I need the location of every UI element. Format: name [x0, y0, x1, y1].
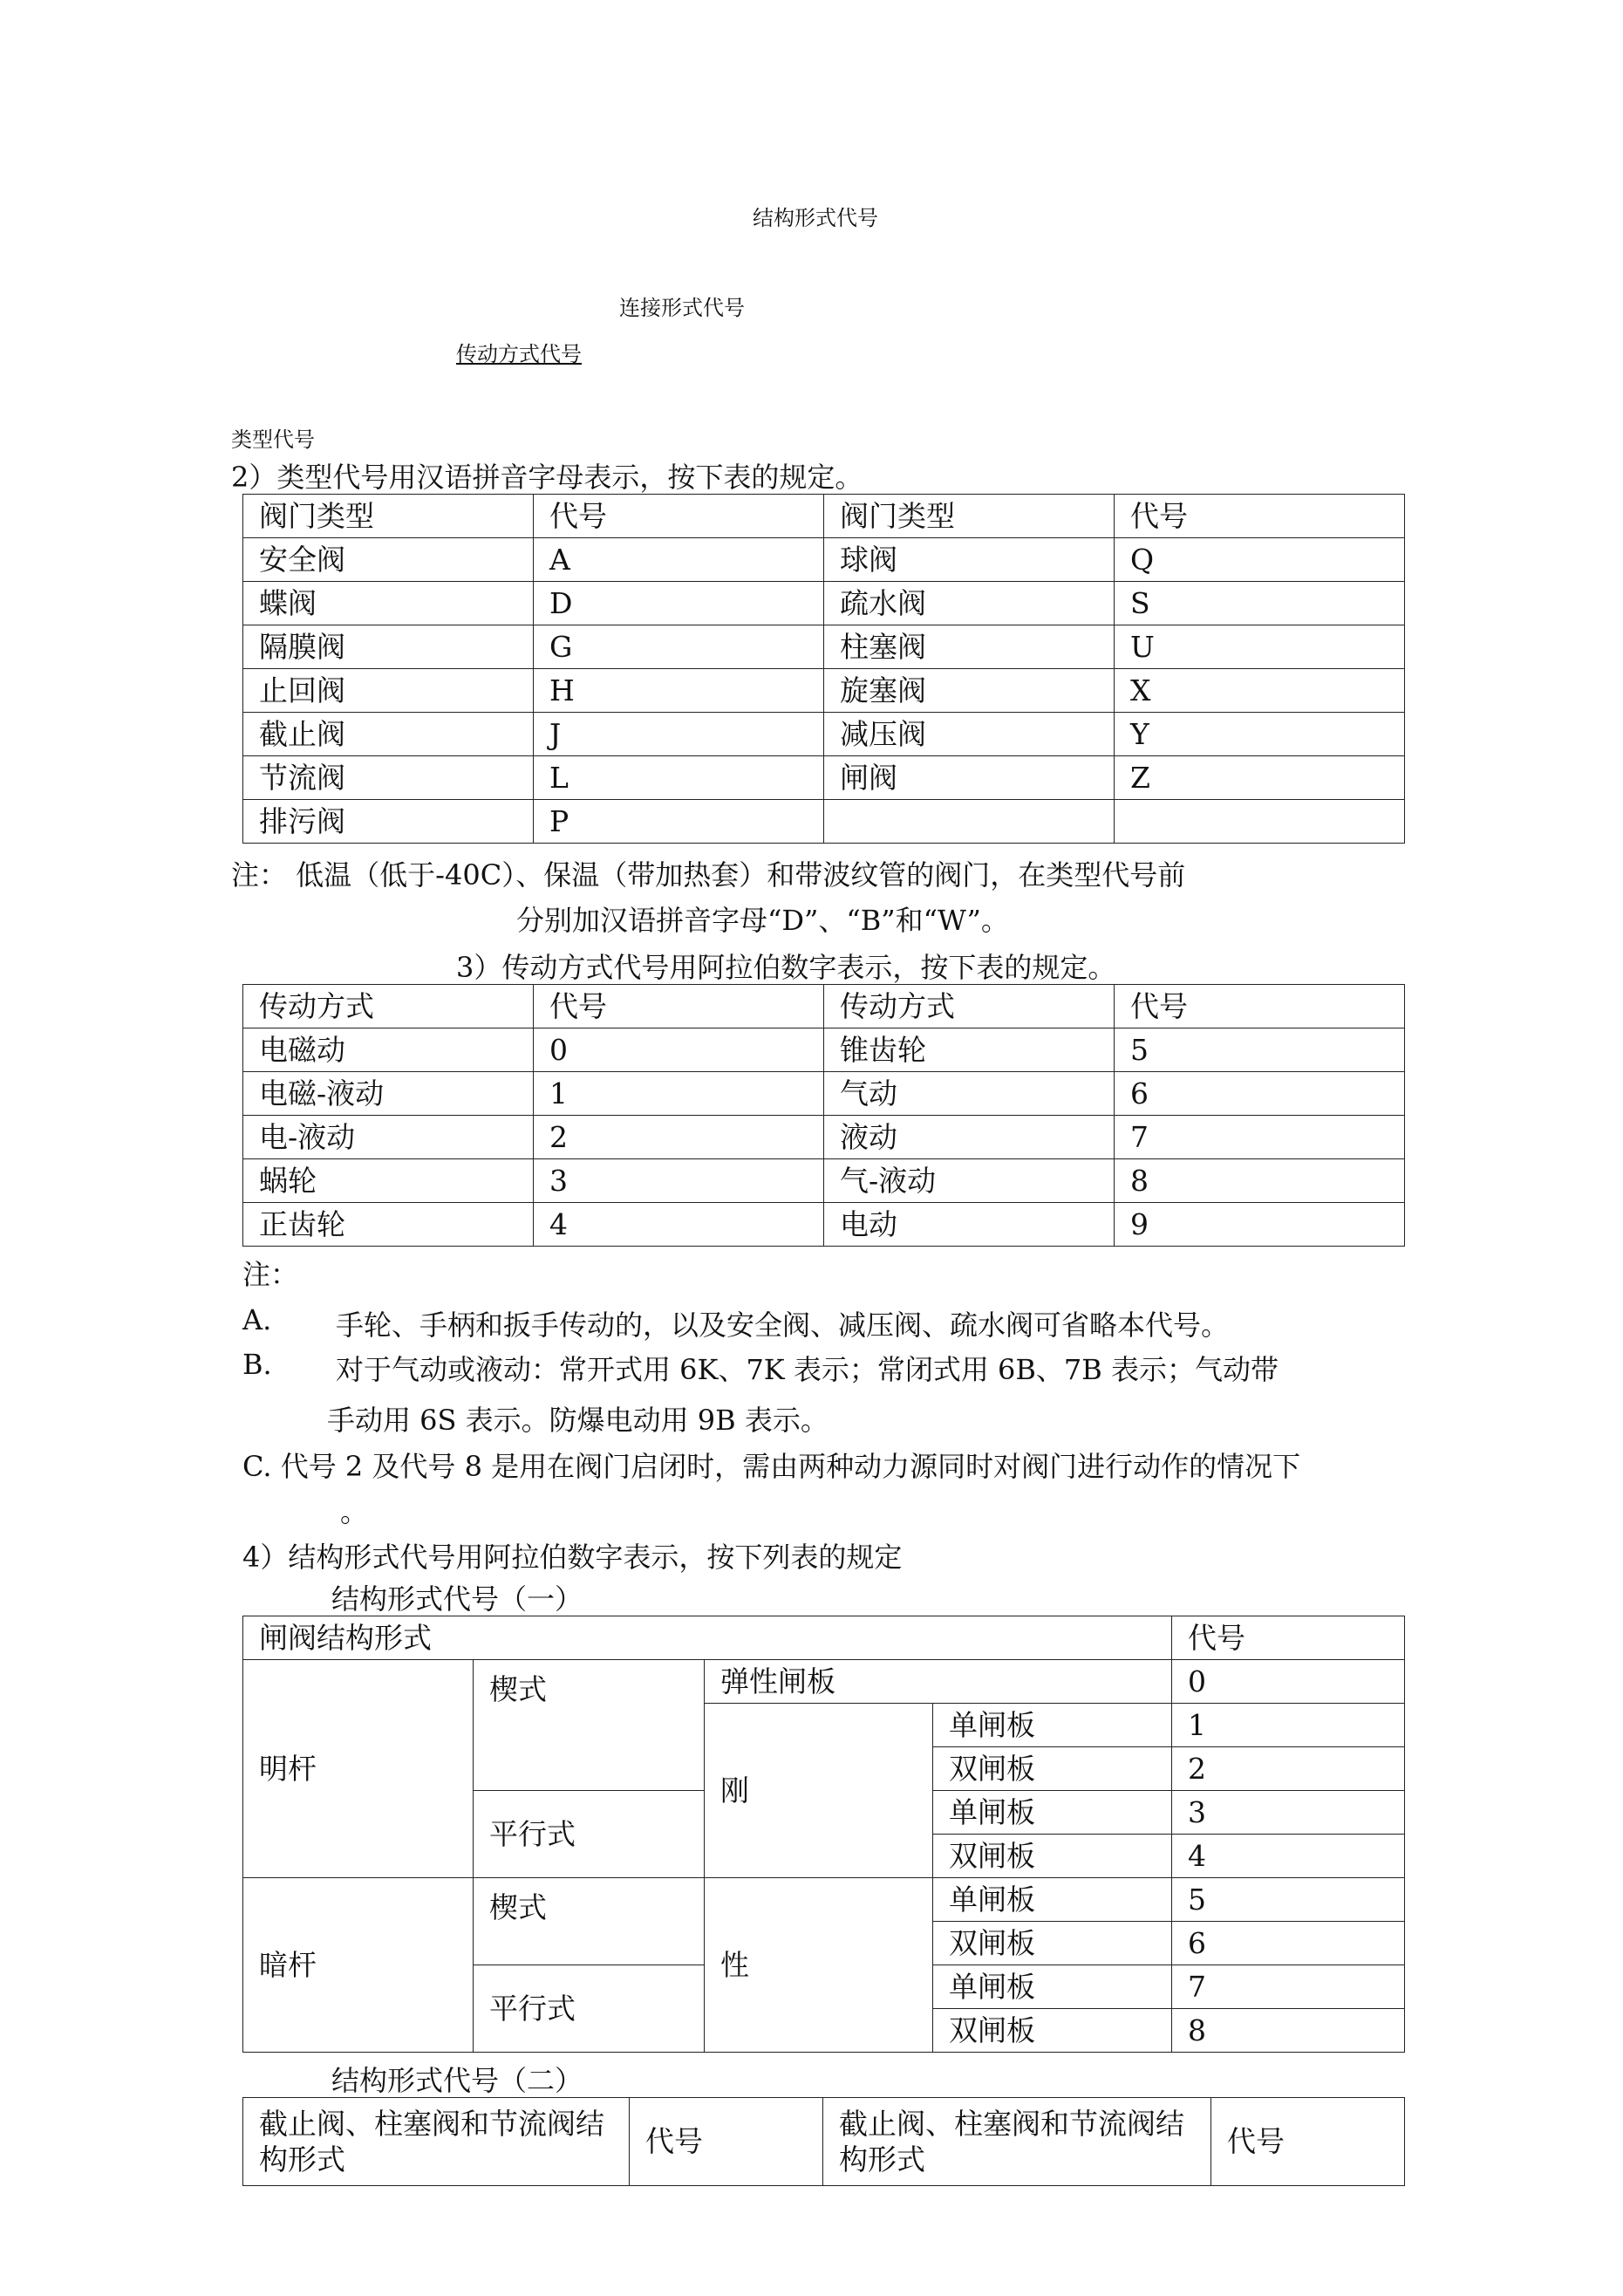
table-cell: 闸阀 [824, 756, 1115, 800]
table-row [243, 1203, 1405, 1247]
table-cell: 6 [1172, 1922, 1405, 1965]
table-cell: 5 [1172, 1878, 1405, 1922]
table-cell: 3 [1172, 1791, 1405, 1835]
table-cell: L [534, 756, 824, 800]
table-cell: 节流阀 [243, 756, 534, 800]
table-cell: 1 [1172, 1704, 1405, 1747]
table-cell: 暗杆 [243, 1878, 474, 2053]
table-row [243, 1660, 1405, 1704]
table-cell: 平行式 [474, 1791, 705, 1878]
header-cell: 截止阀、柱塞阀和节流阀结构形式 [823, 2098, 1211, 2186]
table-cell: 电磁-液动 [243, 1072, 534, 1116]
table-cell: 气-液动 [824, 1159, 1115, 1203]
table-cell: 电动 [824, 1203, 1115, 1247]
table-cell: P [534, 800, 824, 844]
header-cell: 传动方式 [824, 985, 1115, 1028]
table-cell: 蝶阀 [243, 582, 534, 625]
table-cell: 6 [1115, 1072, 1405, 1116]
header-cell: 截止阀、柱塞阀和节流阀结构形式 [243, 2098, 630, 2186]
table-cell: 液动 [824, 1116, 1115, 1159]
label-drive-code: 传动方式代号 [456, 342, 582, 366]
table-cell: 止回阀 [243, 669, 534, 713]
table-cell: 明杆 [243, 1660, 474, 1878]
table-row [243, 756, 1405, 800]
table-header-row [243, 495, 1405, 538]
table-header-row [243, 1616, 1405, 1660]
header-cell: 代号 [534, 985, 824, 1028]
header-cell: 代号 [1115, 985, 1405, 1028]
table-cell: 单闸板 [933, 1704, 1172, 1747]
table-cell: 双闸板 [933, 1747, 1172, 1791]
table-cell: 锥齿轮 [824, 1028, 1115, 1072]
table-row [243, 713, 1405, 756]
section3-title: 3）传动方式代号用阿拉伯数字表示，按下表的规定。 [456, 951, 1116, 984]
table-cell: 4 [1172, 1835, 1405, 1878]
table1-caption: 结构形式代号（一） [331, 1582, 583, 1616]
header-cell: 代号 [1115, 495, 1405, 538]
table-cell: Y [1115, 713, 1405, 756]
table-cell: 2 [1172, 1747, 1405, 1791]
table-cell: 减压阀 [824, 713, 1115, 756]
table-cell: 隔膜阀 [243, 625, 534, 669]
table-cell: 刚 [705, 1704, 933, 1878]
table-header-row [243, 985, 1405, 1028]
table-cell: D [534, 582, 824, 625]
table-cell: 气动 [824, 1072, 1115, 1116]
table-cell [1115, 800, 1405, 844]
gate-valve-structure-table [242, 1616, 1405, 2053]
section2-note-line2: 分别加汉语拼音字母“D”、“B”和“W”。 [516, 904, 1009, 937]
table-cell: 2 [534, 1116, 824, 1159]
table-cell: 截止阀 [243, 713, 534, 756]
table-cell: Z [1115, 756, 1405, 800]
table-cell: 双闸板 [933, 1835, 1172, 1878]
table-cell: X [1115, 669, 1405, 713]
table-row [243, 1028, 1405, 1072]
table-cell: S [1115, 582, 1405, 625]
table-cell: U [1115, 625, 1405, 669]
table-cell: 双闸板 [933, 2009, 1172, 2053]
globe-valve-structure-table [242, 2097, 1405, 2186]
section2-note-line1: 注： 低温（低于-40C）、保温（带加热套）和带波纹管的阀门，在类型代号前 [231, 858, 1186, 892]
table-cell: 楔式 [474, 1660, 705, 1791]
note-a-label: A. [242, 1303, 272, 1336]
table-cell: 弹性闸板 [705, 1660, 1172, 1704]
table-cell: 球阀 [824, 538, 1115, 582]
table-cell: 性 [705, 1878, 933, 2053]
table-cell: 蜗轮 [243, 1159, 534, 1203]
section2-title: 2）类型代号用汉语拼音字母表示，按下表的规定。 [231, 461, 863, 494]
label-structure-code: 结构形式代号 [753, 206, 878, 230]
table2-caption: 结构形式代号（二） [331, 2064, 583, 2097]
table-cell: 9 [1115, 1203, 1405, 1247]
table-cell: 3 [534, 1159, 824, 1203]
table-cell: A [534, 538, 824, 582]
table-cell: 4 [534, 1203, 824, 1247]
label-type-code: 类型代号 [231, 427, 315, 452]
table-cell: 5 [1115, 1028, 1405, 1072]
note-b-text1: 对于气动或液动：常开式用 6K、7K 表示；常闭式用 6B、7B 表示；气动带 [336, 1353, 1279, 1386]
section4-title: 4）结构形式代号用阿拉伯数字表示，按下列表的规定 [242, 1541, 903, 1574]
table-cell: Q [1115, 538, 1405, 582]
table-cell: 单闸板 [933, 1965, 1172, 2009]
table-cell: 排污阀 [243, 800, 534, 844]
header-cell: 阀门类型 [824, 495, 1115, 538]
table-cell: G [534, 625, 824, 669]
table-cell: 双闸板 [933, 1922, 1172, 1965]
table-cell: 0 [1172, 1660, 1405, 1704]
table-cell: 疏水阀 [824, 582, 1115, 625]
note-a-text: 手轮、手柄和扳手传动的，以及安全阀、减压阀、疏水阀可省略本代号。 [336, 1309, 1230, 1342]
table-cell: 1 [534, 1072, 824, 1116]
table-cell: H [534, 669, 824, 713]
table-cell: J [534, 713, 824, 756]
table-cell: 旋塞阀 [824, 669, 1115, 713]
note-c-text2: 。 [340, 1495, 369, 1528]
table-cell: 0 [534, 1028, 824, 1072]
table-cell: 安全阀 [243, 538, 534, 582]
note-b-label: B. [242, 1348, 272, 1381]
table-cell: 柱塞阀 [824, 625, 1115, 669]
table-cell: 8 [1172, 2009, 1405, 2053]
table-cell: 平行式 [474, 1965, 705, 2053]
table-row [243, 1878, 1405, 1922]
table-cell: 7 [1115, 1116, 1405, 1159]
table-cell: 单闸板 [933, 1791, 1172, 1835]
table-row [243, 669, 1405, 713]
table-cell: 7 [1172, 1965, 1405, 2009]
section3-note-label: 注： [242, 1258, 299, 1291]
table-header-row [243, 2098, 1405, 2186]
header-cell: 代号 [534, 495, 824, 538]
header-cell: 阀门类型 [243, 495, 534, 538]
header-cell: 闸阀结构形式 [243, 1616, 1172, 1660]
table-row [243, 1072, 1405, 1116]
table-row [243, 1116, 1405, 1159]
note-c-text1: C. 代号 2 及代号 8 是用在阀门启闭时，需由两种动力源同时对阀门进行动作的情况下 [242, 1450, 1301, 1483]
table-row [243, 625, 1405, 669]
header-cell: 代号 [1172, 1616, 1405, 1660]
note-b-text2: 手动用 6S 表示。防爆电动用 9B 表示。 [327, 1404, 829, 1437]
drive-mode-table [242, 984, 1405, 1247]
table-cell: 8 [1115, 1159, 1405, 1203]
label-connection-code: 连接形式代号 [619, 296, 745, 320]
table-cell: 电-液动 [243, 1116, 534, 1159]
table-row [243, 800, 1405, 844]
table-cell: 正齿轮 [243, 1203, 534, 1247]
header-cell: 代号 [1211, 2098, 1405, 2186]
valve-type-table [242, 494, 1405, 844]
table-row [243, 582, 1405, 625]
table-cell: 单闸板 [933, 1878, 1172, 1922]
header-cell: 传动方式 [243, 985, 534, 1028]
table-cell: 电磁动 [243, 1028, 534, 1072]
header-cell: 代号 [630, 2098, 823, 2186]
table-row [243, 1159, 1405, 1203]
table-cell [824, 800, 1115, 844]
table-row [243, 538, 1405, 582]
table-cell: 楔式 [474, 1878, 705, 1965]
